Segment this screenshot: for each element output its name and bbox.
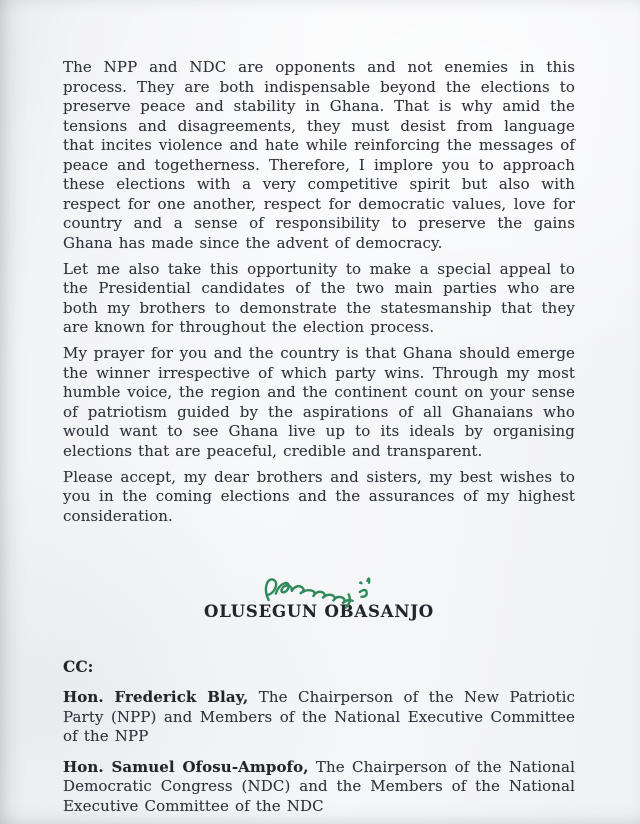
paragraph-1: The NPP and NDC are opponents and not enemies in this process. They are both indispensable beyond the elections to preserve peace and stability in Ghana. That is why amid the tensions and disagreements, they must desist from language that incites violence and hate while reinforcing the messages of peace and togetherness. Therefore, I implore you to approach these elections with a very competitive spirit but also with respect for one another, respect for democratic values, love for country and a sense of responsibility to preserve the gains Ghana has made since the advent of democracy. (63, 58, 575, 252)
cc-entry-text: The Chairperson of the National Democratic Congress (NDC) and the Members of the National Executive Committee of the NDC (63, 757, 575, 815)
signature-block (63, 572, 575, 623)
cc-entry-npp (63, 688, 575, 747)
cc-label: CC: (63, 657, 94, 676)
paragraph-2: Let me also take this opportunity to make a special appeal to the Presidential candidates of the two main parties who are both my brothers to demonstrate the statesmanship that they are known for throughout the election process. (63, 259, 575, 336)
cc-entry-name: Hon. Frederick Blay, (63, 688, 249, 706)
signatory-name: OLUSEGUN OBASANJO (204, 602, 434, 621)
signature-handwriting-icon (255, 572, 383, 614)
cc-entry-name: Hon. Samuel Ofosu-Ampofo, (63, 757, 309, 776)
cc-entry-ndc (63, 758, 575, 817)
cc-entry-text: The Chairperson of the New Patriotic Party (NPP) and Members of the National Executive Committee of the NPP (63, 688, 575, 745)
paragraph-4: Please accept, my dear brothers and sisters, my best wishes to you in the coming elections and the assurances of my highest consideration. (63, 467, 575, 525)
paragraph-3: My prayer for you and the country is that Ghana should emerge the winner irrespective of which party wins. Through my most humble voice, the region and the continent count on your sense of patriotism guided by the aspirations of all Ghanaians who would want to see Ghana live up to its ideals by organising elections that are peaceful, credible and transparent. (63, 344, 575, 460)
letter-body (63, 58, 575, 816)
cc-section (63, 657, 575, 816)
